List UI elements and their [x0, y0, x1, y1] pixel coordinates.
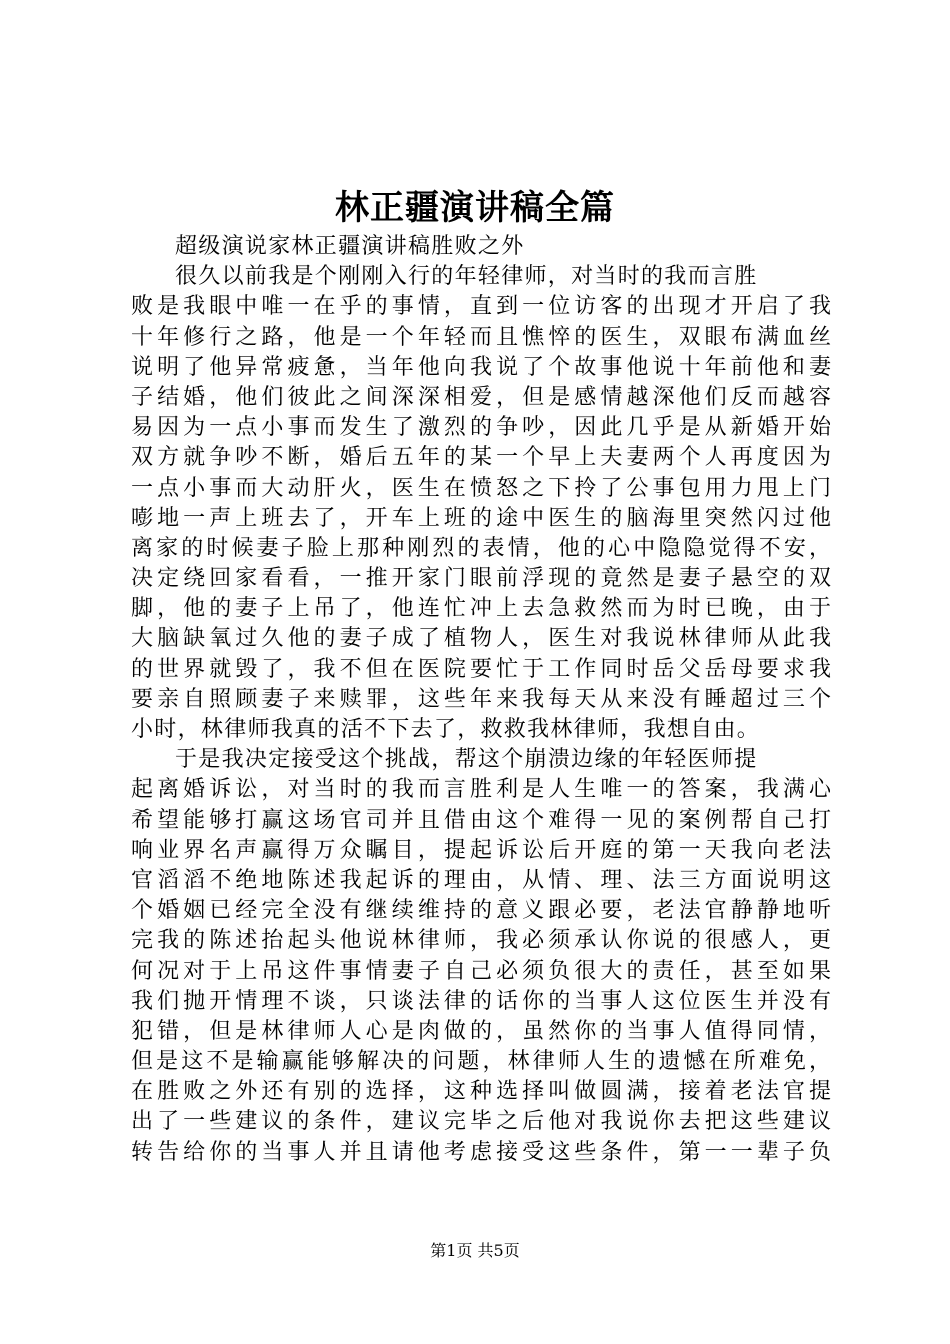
text-line: 败是我眼中唯一在乎的事情，直到一位访客的出现才开启了我: [131, 294, 831, 320]
text-line: 转告给你的当事人并且请他考虑接受这些条件，第一一辈子负: [131, 1139, 831, 1165]
document-title: 林正疆演讲稿全篇: [335, 188, 615, 228]
text-line: 出了一些建议的条件，建议完毕之后他对我说你去把这些建议: [131, 1109, 831, 1135]
text-line: 很久以前我是个刚刚入行的年轻律师，对当时的我而言胜: [175, 264, 758, 290]
text-line: 十年修行之路，他是一个年轻而且憔悴的医生，双眼布满血丝: [131, 324, 831, 350]
text-line: 大脑缺氧过久他的妻子成了植物人，医生对我说林律师从此我: [131, 626, 831, 652]
text-line: 官滔滔不绝地陈述我起诉的理由，从情、理、法三方面说明这: [131, 867, 831, 893]
text-line: 易因为一点小事而发生了激烈的争吵，因此几乎是从新婚开始: [131, 415, 831, 441]
text-line: 于是我决定接受这个挑战，帮这个崩溃边缘的年轻医师提: [175, 747, 758, 773]
text-line: 个婚姻已经完全没有继续维持的意义跟必要，老法官静静地听: [131, 898, 831, 924]
text-line: 决定绕回家看看，一推开家门眼前浮现的竟然是妻子悬空的双: [131, 566, 831, 592]
text-line: 子结婚，他们彼此之间深深相爱，但是感情越深他们反而越容: [131, 384, 831, 410]
text-line: 希望能够打赢这场官司并且借由这个难得一见的案例帮自己打: [131, 807, 831, 833]
text-line: 一点小事而大动肝火，医生在愤怒之下拎了公事包用力甩上门: [131, 475, 831, 501]
text-line: 在胜败之外还有别的选择，这种选择叫做圆满，接着老法官提: [131, 1079, 831, 1105]
text-line: 超级演说家林正疆演讲稿胜败之外: [175, 234, 525, 259]
text-line: 双方就争吵不断，婚后五年的某一个早上夫妻两个人再度因为: [131, 445, 831, 471]
text-line: 说明了他异常疲惫，当年他向我说了个故事他说十年前他和妻: [131, 354, 831, 380]
page-footer: 第1页 共5页: [430, 1241, 520, 1260]
text-line: 嘭地一声上班去了，开车上班的途中医生的脑海里突然闪过他: [131, 505, 831, 531]
text-line: 完我的陈述抬起头他说林律师，我必须承认你说的很感人，更: [131, 928, 831, 954]
text-line: 起离婚诉讼，对当时的我而言胜利是人生唯一的答案，我满心: [131, 777, 831, 803]
text-line: 小时，林律师我真的活不下去了，救救我林律师，我想自由。: [131, 717, 761, 742]
text-line: 要亲自照顾妻子来赎罪，这些年来我每天从来没有睡超过三个: [131, 686, 831, 712]
text-line: 的世界就毁了，我不但在医院要忙于工作同时岳父岳母要求我: [131, 656, 831, 682]
text-line: 离家的时候妻子脸上那种刚烈的表情，他的心中隐隐觉得不安，: [131, 535, 831, 561]
text-line: 但是这不是输赢能够解决的问题，林律师人生的遗憾在所难免，: [131, 1049, 831, 1075]
text-line: 我们抛开情理不谈，只谈法律的话你的当事人这位医生并没有: [131, 988, 831, 1014]
text-line: 何况对于上吊这件事情妻子自己必须负很大的责任，甚至如果: [131, 958, 831, 984]
text-line: 响业界名声赢得万众瞩目，提起诉讼后开庭的第一天我向老法: [131, 837, 831, 863]
document-body: [131, 232, 831, 1168]
text-line: 脚，他的妻子上吊了，他连忙冲上去急救然而为时已晚，由于: [131, 596, 831, 622]
text-line: 犯错，但是林律师人心是肉做的，虽然你的当事人值得同情，: [131, 1018, 831, 1044]
